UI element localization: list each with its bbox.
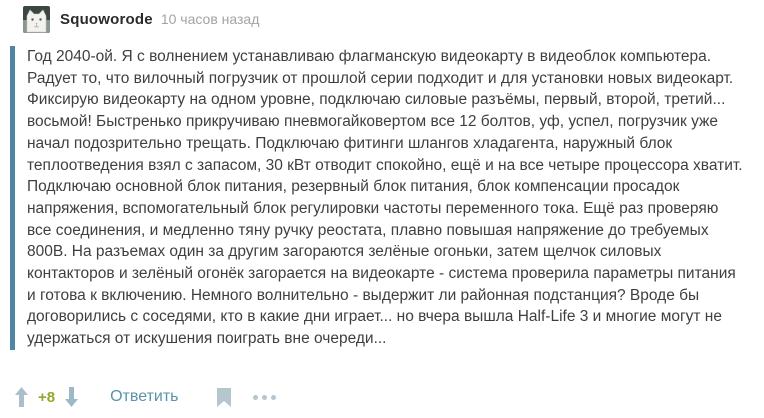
downvote-button[interactable] — [65, 387, 78, 407]
more-options-button[interactable] — [253, 395, 276, 400]
reply-button[interactable]: Ответить — [110, 388, 179, 405]
ellipsis-icon — [253, 395, 276, 400]
avatar[interactable] — [23, 6, 50, 33]
up-arrow-icon — [15, 387, 28, 407]
upvote-button[interactable] — [15, 387, 28, 407]
comment-author[interactable]: Squoworode — [60, 10, 153, 28]
comment-header — [0, 0, 764, 32]
bookmark-button[interactable] — [217, 388, 231, 407]
cat-avatar-image — [23, 6, 50, 33]
comment-body — [10, 46, 745, 350]
bookmark-icon — [217, 388, 231, 407]
comment-timestamp: 10 часов назад — [160, 11, 260, 27]
comment-action-bar — [15, 384, 276, 410]
rating-value: +8 — [38, 388, 56, 406]
down-arrow-icon — [65, 387, 78, 407]
comment-text: Год 2040-ой. Я с волнением устанавливаю флагманскую видеокарту в видеоблок компьютера. Радует то, что вилочный погрузчик от прошлой серии подходит и для установки новых видеокарт. Фиксирую видеокарту на одном уровне, подключаю силовые разъёмы, первый, второй, третий... восьмой! Быстренько прикручиваю пневмогайковертом все 12 болтов, уф, успел, погрузчик уже начал подозрительно трещать. Подключаю фитинги шлангов хладагента, наружный блок теплоотведения взял с запасом, 30 кВт отводит спокойно, ещё и на все четыре процессора хватит. Подключаю основной блок питания, резервный блок питания, блок компенсации просадок напряжения, вспомогательный блок регулировки частоты переменного тока. Ещё раз проверяю все соединения, и медленно тяну ручку реостата, плавно повышая напряжение до требуемых 800В. На разъемах один за другим загораются зелёные огоньки, затем щелчок силовых контакторов и зелёный огонёк загорается на видеокарте - система проверила параметры питания и готова к включению. Немного волнительно - выдержит ли районная подстанция? Вроде бы договорились с соседями, кто в какие дни играет... но вчера вышла Half-Life 3 и многие могут не удержаться от искушения поиграть вне очереди... — [27, 48, 743, 348]
